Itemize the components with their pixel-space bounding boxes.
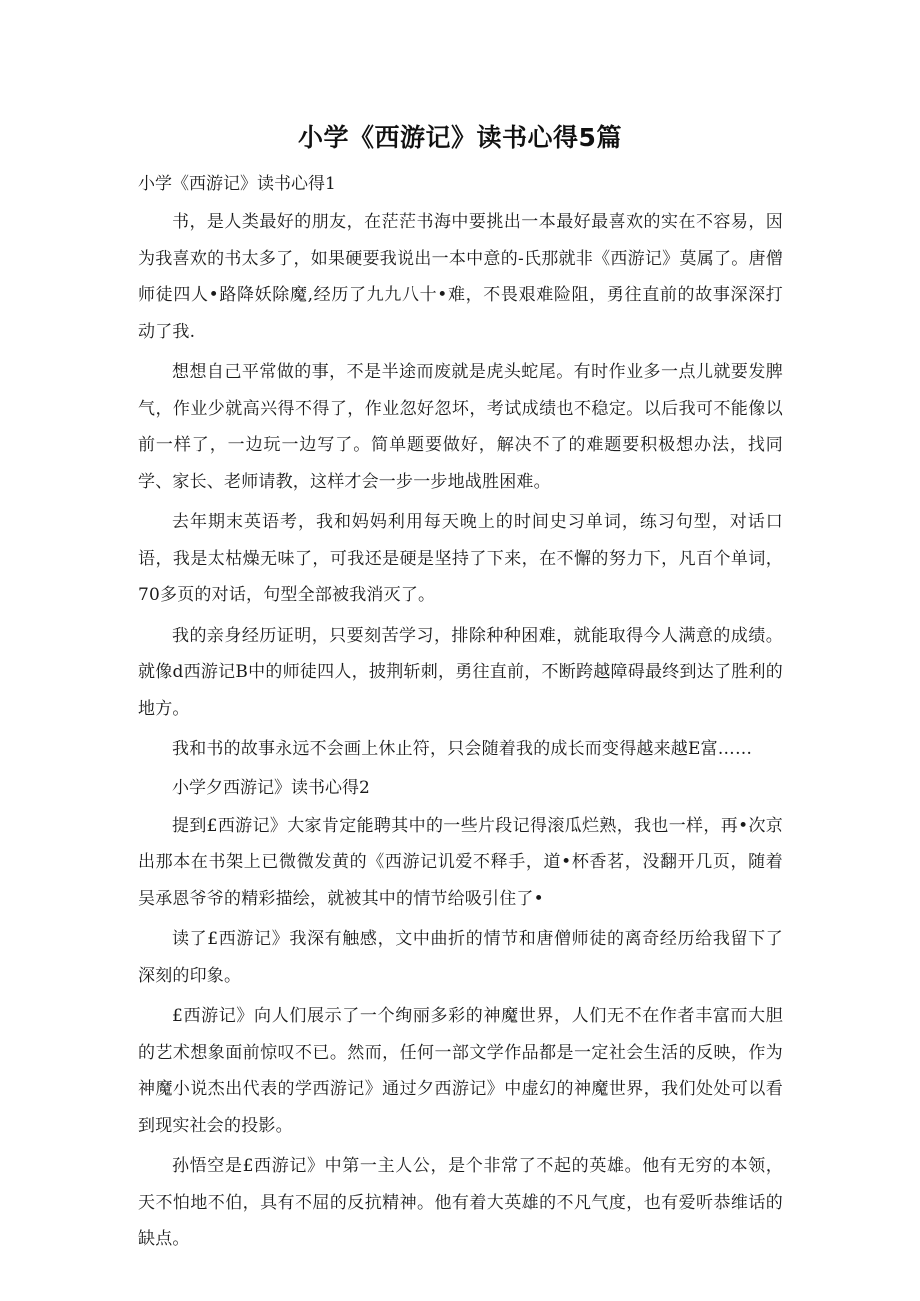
section-heading-2: 小学夕西游记》读书心得2 (172, 777, 370, 798)
paragraph: 孙悟空是£西游记》中第一主人公，是个非常了不起的英雄。他有无穷的本领，天不怕地不伯，具有不屈的反抗精神。他有着大英雄的不凡气度，也有爱听恭维话的缺点。 (138, 1156, 783, 1249)
paragraph: 想想自己平常做的事，不是半途而废就是虎头蛇尾。有时作业多一点儿就要发脾气，作业少就高兴得不得了，作业忽好忽坏，考试成绩也不稳定。以后我可不能像以前一样了，一边玩一边写了。简单题要做好，解决不了的难题要积极想办法，找同学、家长、老师请教，这样才会一步一步地战胜困难。 (138, 362, 783, 492)
paragraph: 我和书的故事永远不会画上休止符，只会随着我的成长而变得越来越E富…… (172, 739, 753, 759)
paragraph: £西游记》向人们展示了一个绚丽多彩的神魔世界，人们无不在作者丰富而大胆的艺术想象面前惊叹不已。然而，任何一部文学作品都是一定社会生活的反映，作为神魔小说杰出代表的学西游记》通过夕西游记》中虚幻的神魔世界，我们处处可以看到现实社会的投影。 (138, 1006, 783, 1136)
paragraph: 提到£西游记》大家肯定能聘其中的一些片段记得滚瓜烂熟，我也一样，再•次京出那本在书架上已微微发黄的《西游记讥爱不释手，道•杯香茗，没翻开几页，随着吴承恩爷爷的精彩描绘，就被其中的情节给吸引住了• (138, 815, 783, 909)
document-title: 小学《西游记》读书心得5篇 (298, 123, 622, 152)
paragraph: 去年期末英语考，我和妈妈利用每天晚上的时间史习单词，练习句型，对话口语，我是太枯燥无味了，可我还是硬是坚持了下来，在不懈的努力下，凡百个单词，70多页的对话，句型全部被我消灭了。 (138, 512, 783, 605)
document-body (138, 168, 783, 1262)
paragraph: 我的亲身经历证明，只要刻苦学习，排除种种困难，就能取得今人满意的成绩。就像d西游记B中的师徒四人，披荆斩刺，勇往直前，不断跨越障碍最终到达了胜利的地方。 (138, 625, 783, 719)
paragraph: 书，是人类最好的朋友，在茫茫书海中要挑出一本最好最喜欢的实在不容易，因为我喜欢的书太多了，如果硬要我说出一本中意的-氏那就非《西游记》莫属了。唐僧师徒四人•路降妖除魔,经历了九九八十•难，不畏艰难险阻，勇往直前的故事深深打动了我. (138, 212, 783, 342)
section-heading-1: 小学《西游记》读书心得1 (138, 174, 336, 194)
paragraph: 读了£西游记》我深有触感，文中曲折的情节和唐僧师徒的离奇经历给我留下了深刻的印象。 (138, 929, 783, 986)
